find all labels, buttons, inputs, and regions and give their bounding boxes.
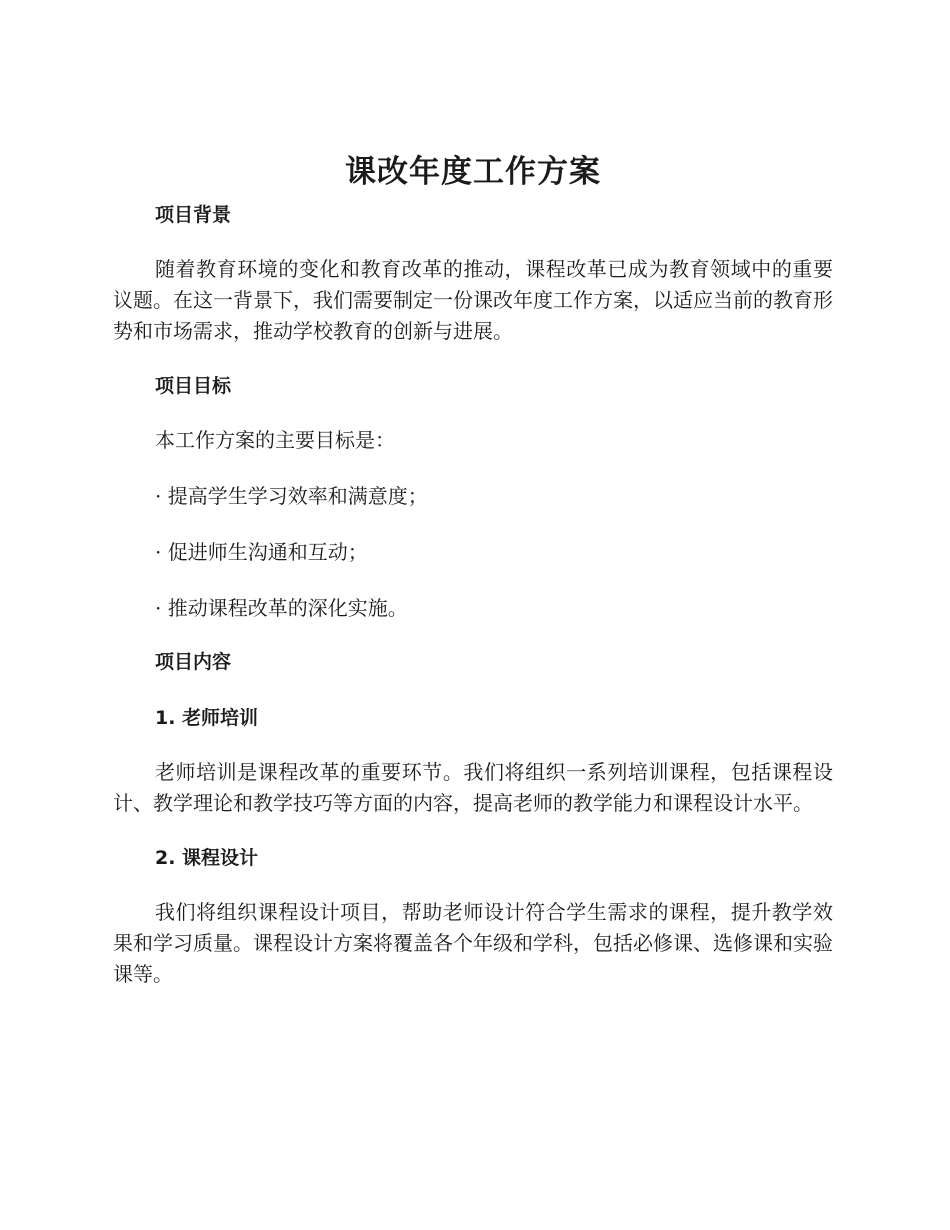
document-page — [113, 150, 833, 990]
goal-item-1: · 提高学生学习效率和满意度； — [155, 484, 428, 508]
section-heading-content: 项目内容 — [155, 651, 232, 673]
subsection-heading-course-design: 2. 课程设计 — [155, 847, 259, 869]
background-paragraph: 随着教育环境的变化和教育改革的推动，课程改革已成为教育领域中的重要议题。在这一背景下，我们需要制定一份课改年度工作方案，以适应当前的教育形势和市场需求，推动学校教育的创新与进展。 — [113, 257, 833, 343]
section-heading-background: 项目背景 — [155, 204, 232, 226]
goals-intro: 本工作方案的主要目标是： — [155, 428, 395, 452]
goal-item-2: · 促进师生沟通和互动； — [155, 540, 368, 564]
teacher-training-paragraph: 老师培训是课程改革的重要环节。我们将组织一系列培训课程，包括课程设计、教学理论和教学技巧等方面的内容，提高老师的教学能力和课程设计水平。 — [113, 760, 833, 815]
goal-item-3: · 推动课程改革的深化实施。 — [155, 596, 408, 620]
subsection-heading-teacher-training: 1. 老师培训 — [155, 707, 259, 729]
course-design-paragraph: 我们将组织课程设计项目，帮助老师设计符合学生需求的课程，提升教学效果和学习质量。课程设计方案将覆盖各个年级和学科，包括必修课、选修课和实验课等。 — [113, 900, 833, 986]
document-title: 课改年度工作方案 — [345, 154, 601, 190]
section-heading-goals: 项目目标 — [155, 375, 232, 397]
